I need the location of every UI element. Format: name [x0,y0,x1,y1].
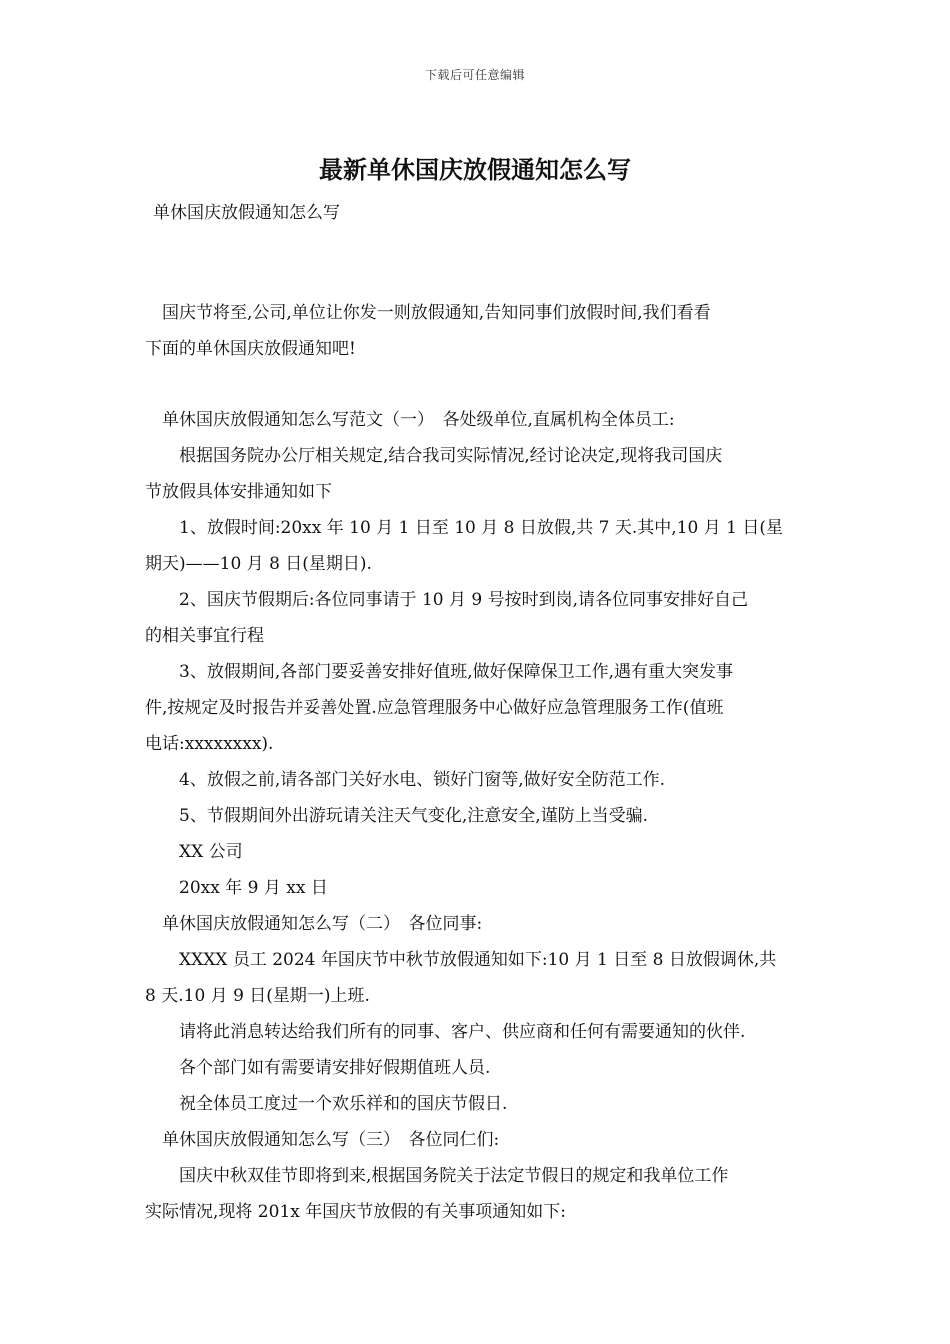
text-line: 根据国务院办公厅相关规定,结合我司实际情况,经讨论决定,现将我司国庆 [145,446,723,466]
text-line: 5、节假期间外出游玩请关注天气变化,注意安全,谨防上当受骗. [145,806,649,826]
paragraph [145,942,810,1014]
text-line: 件,按规定及时报告并妥善处置.应急管理服务中心做好应急管理服务工作(值班 [145,698,724,718]
text-line: 的相关事宜行程 [145,626,264,646]
list-item [145,762,810,798]
list-item [145,798,810,834]
text-line: 期天)——10 月 8 日(星期日). [145,554,372,574]
text-line: 实际情况,现将 201x 年国庆节放假的有关事项通知如下: [145,1202,566,1222]
list-item [145,654,810,762]
text-line: 各个部门如有需要请安排好假期值班人员. [145,1058,491,1078]
text-line: 8 天.10 月 9 日(星期一)上班. [145,986,370,1006]
list-item [145,510,810,582]
paragraph [145,438,810,510]
document-title: 最新单休国庆放假通知怎么写 [319,155,631,184]
text-line: 节放假具体安排通知如下 [145,482,332,502]
intro-line: 下面的单休国庆放假通知吧! [145,339,356,359]
signature-company [145,834,810,870]
section-heading-two [145,906,810,942]
intro-paragraph [145,295,810,367]
signature-date [145,870,810,906]
notice-body [145,402,810,1230]
paragraph [145,1014,810,1050]
list-item [145,582,810,654]
intro-line: 国庆节将至,公司,单位让你发一则放假通知,告知同事们放假时间,我们看看 [145,303,711,323]
paragraph [145,1086,810,1122]
text-line: 国庆中秋双佳节即将到来,根据国务院关于法定节假日的规定和我单位工作 [145,1166,729,1186]
text-line: XX 公司 [145,842,243,862]
text-line: 4、放假之前,请各部门关好水电、锁好门窗等,做好安全防范工作. [145,770,666,790]
text-line: 单休国庆放假通知怎么写（二） 各位同事: [145,914,483,934]
text-line: 2、国庆节假期后:各位同事请于 10 月 9 号按时到岗,请各位同事安排好自己 [145,590,749,610]
text-line: 单休国庆放假通知怎么写范文（一） 各处级单位,直属机构全体员工: [145,410,675,430]
paragraph [145,1050,810,1086]
document-subtitle: 单休国庆放假通知怎么写 [153,203,340,223]
section-heading-one [145,402,810,438]
paragraph [145,1158,810,1230]
text-line: 单休国庆放假通知怎么写（三） 各位同仁们: [145,1130,500,1150]
text-line: 请将此消息转达给我们所有的同事、客户、供应商和任何有需要通知的伙伴. [145,1022,746,1042]
text-line: 1、放假时间:20xx 年 10 月 1 日至 10 月 8 日放假,共 7 天.其中,10 月 1 日(星 [145,518,784,538]
header-note: 下载后可任意编辑 [424,68,525,82]
text-line: XXXX 员工 2024 年国庆节中秋节放假通知如下:10 月 1 日至 8 日放假调休,共 [145,950,777,970]
text-line: 20xx 年 9 月 xx 日 [145,878,328,898]
text-line: 3、放假期间,各部门要妥善安排好值班,做好保障保卫工作,遇有重大突发事 [145,662,734,682]
text-line: 祝全体员工度过一个欢乐祥和的国庆节假日. [145,1094,508,1114]
text-line: 电话:xxxxxxxx). [145,734,274,754]
section-heading-three [145,1122,810,1158]
